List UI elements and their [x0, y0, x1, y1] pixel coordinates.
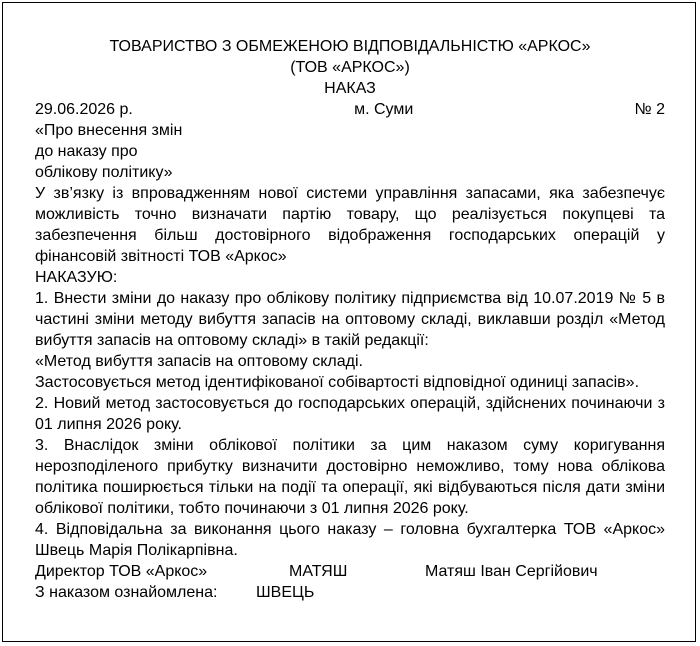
company-full-name: ТОВАРИСТВО З ОБМЕЖЕНОЮ ВІДПОВІДАЛЬНІСТЮ «АРКОС»	[109, 38, 591, 55]
subject-line: облікову політику»	[35, 164, 173, 181]
preamble-paragraph: У зв’язку із впровадженням нової системи управління запасами, яка забезпечує можливість точно визначати партію товару, що реалізується покупцеві та забезпечення більш достовірного відображення господарських операцій у фінансовій звітності ТОВ «Аркос»	[35, 185, 665, 265]
order-item-1-quote-title: «Метод вибуття запасів на оптовому складі.	[35, 353, 363, 370]
director-signature: МАТЯШ	[289, 563, 348, 580]
acknowledgement-label: З наказом ознайомлена:	[35, 584, 218, 601]
order-document	[35, 36, 665, 603]
director-signature-row	[35, 561, 665, 582]
order-item-4: 4. Відповідальна за виконання цього наказу – головна бухгалтерка ТОВ «Аркос» Швець Марія Полікарпівна.	[35, 521, 665, 559]
subject-line: до наказу про	[35, 143, 138, 160]
document-type: НАКАЗ	[324, 80, 376, 97]
document-city: м. Суми	[354, 101, 414, 118]
acknowledgement-signature: ШВЕЦЬ	[256, 584, 315, 601]
acknowledgement-row	[35, 582, 665, 603]
order-item-1: 1. Внести зміни до наказу про облікову політику підприємства від 10.07.2019 № 5 в частині зміни методу вибуття запасів на оптовому складі, виклавши розділ «Метод вибуття запасів на оптовому складі» в такій редакції:	[35, 290, 665, 349]
company-short-name: (ТОВ «АРКОС»)	[290, 59, 410, 76]
director-full-name: Матяш Іван Сергійович	[425, 563, 598, 580]
director-position: Директор ТОВ «Аркос»	[35, 563, 208, 580]
subject-line: «Про внесення змін	[35, 122, 183, 139]
order-item-2: 2. Новий метод застосовується до господарських операцій, здійснених починаючи з 01 липня 2026 року.	[35, 395, 665, 433]
document-subject	[35, 120, 665, 183]
document-meta-row	[35, 99, 665, 120]
order-item-1-quote-body: Застосовується метод ідентифікованої собівартості відповідної одиниці запасів».	[35, 374, 640, 391]
order-item-3: 3. Внаслідок зміни облікової політики за цим наказом суму коригування нерозподіленого прибутку визначити достовірно неможливо, тому нова облікова політика поширюється тільки на події та операції, які відбуваються після дати зміни облікової політики, тобто починаючи з 01 липня 2026 року.	[35, 437, 665, 517]
document-number: № 2	[634, 101, 665, 118]
order-word: НАКАЗУЮ:	[35, 269, 118, 286]
document-date: 29.06.2026 р.	[35, 101, 133, 118]
